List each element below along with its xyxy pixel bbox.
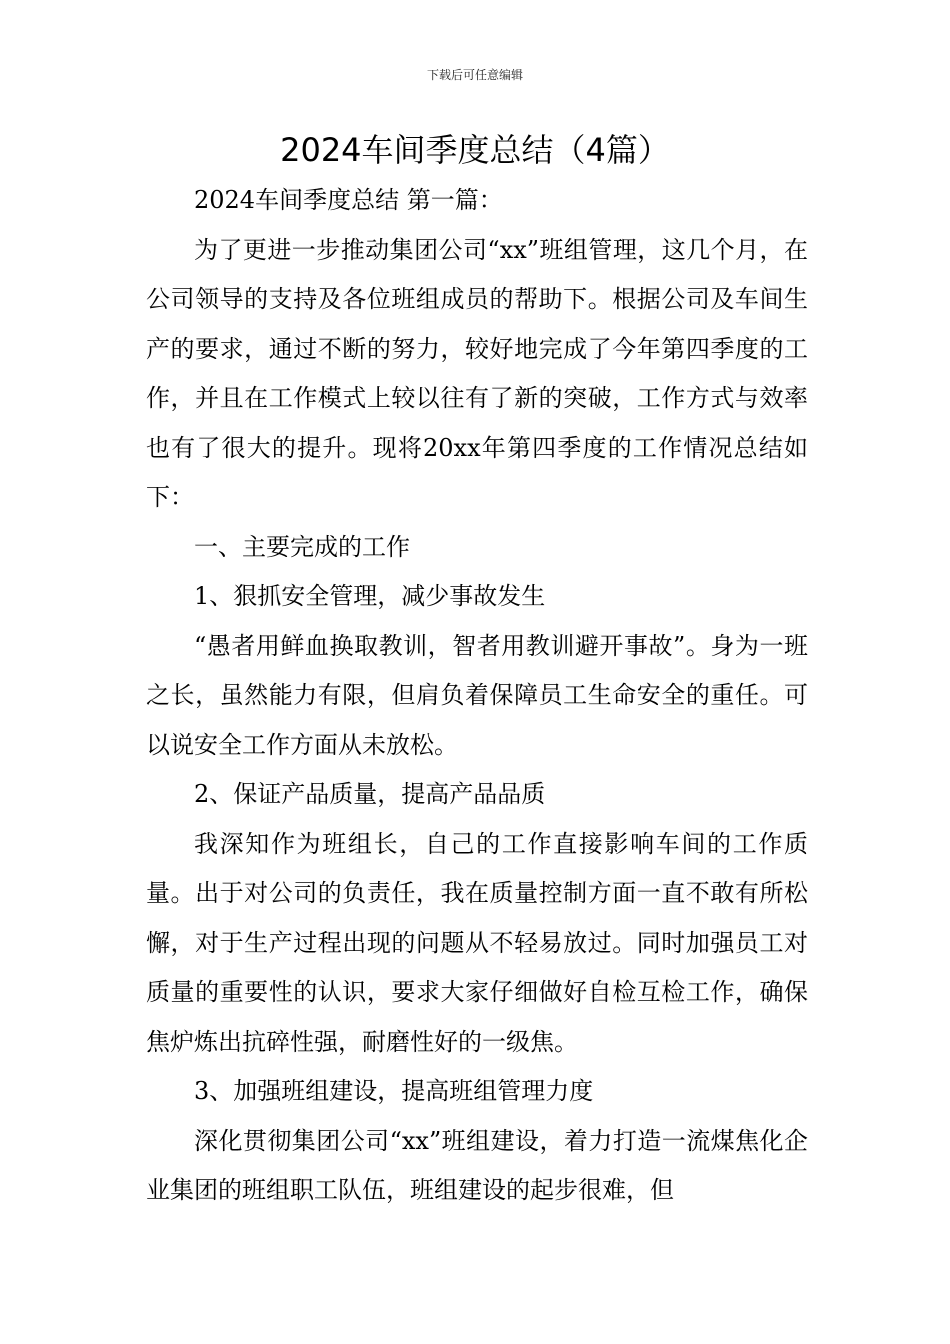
subsection-heading: 2、保证产品质量，提高产品品质 — [194, 780, 546, 808]
document-title: 2024车间季度总结（4篇） — [280, 131, 670, 169]
subsection-heading: 3、加强班组建设，提高班组管理力度 — [194, 1077, 594, 1105]
paragraph: 我深知作为班组长，自己的工作直接影响车间的工作质量。出于对公司的负责任，我在质量控制方面一直不敢有所松懈，对于生产过程出现的问题从不轻易放过。同时加强员工对质量的重要性的认识，要求大家仔细做好自检互检工作，确保焦炉炼出抗碎性强，耐磨性好的一级焦。 — [146, 829, 808, 1056]
section-heading: 一、主要完成的工作 — [194, 532, 410, 561]
document-body — [146, 176, 808, 1216]
subsection-heading: 1、狠抓安全管理，减少事故发生 — [194, 582, 546, 610]
header-note: 下载后可任意编辑 — [426, 68, 523, 82]
paragraph: “愚者用鲜血换取教训，智者用教训避开事故”。身为一班之长，虽然能力有限，但肩负着保障员工生命安全的重任。可以说安全工作方面从未放松。 — [146, 631, 808, 759]
paragraph: 深化贯彻集团公司“xx”班组建设，着力打造一流煤焦化企业集团的班组职工队伍，班组建设的起步很难，但 — [146, 1126, 808, 1204]
paragraph: 为了更进一步推动集团公司“xx”班组管理，这几个月，在公司领导的支持及各位班组成员的帮助下。根据公司及车间生产的要求，通过不断的努力，较好地完成了今年第四季度的工作，并且在工作模式上较以往有了新的突破，工作方式与效率也有了很大的提升。现将20xx年第四季度的工作情况总结如下： — [146, 235, 808, 511]
section-heading: 2024车间季度总结 第一篇： — [194, 186, 503, 214]
